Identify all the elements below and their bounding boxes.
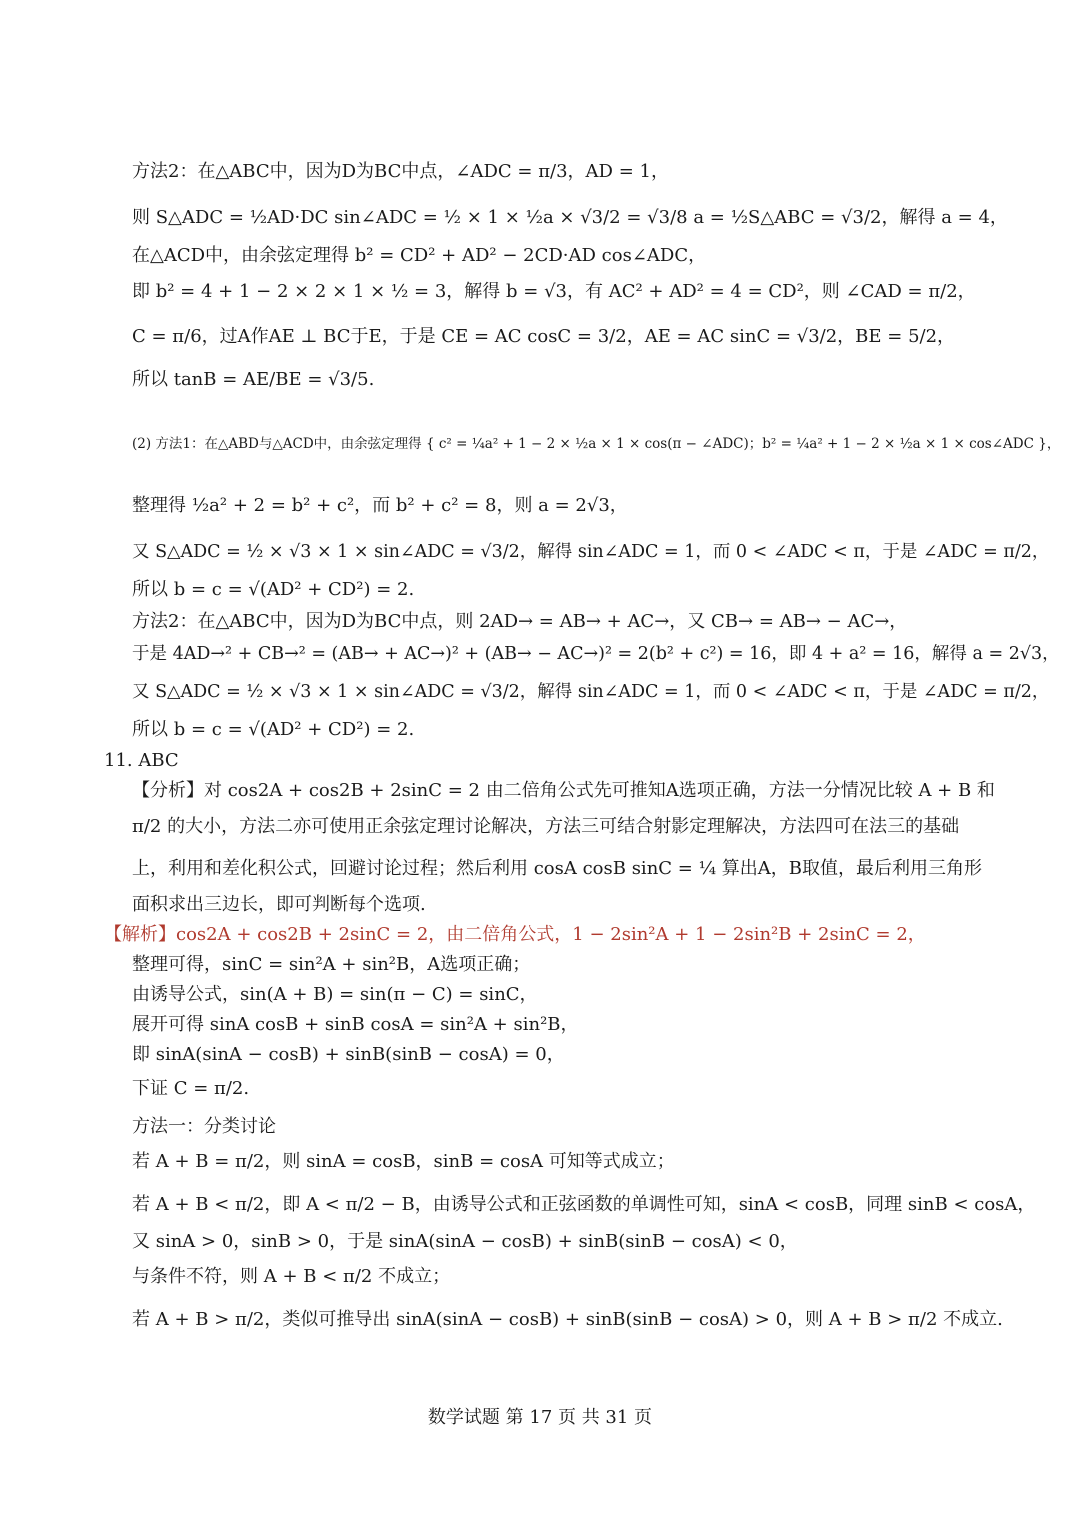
text-line: 在△ACD中，由余弦定理得 b² = CD² + AD² − 2CD·AD cos∠ADC， [132,245,707,266]
text-line: 所以 b = c = √(AD² + CD²) = 2. [132,579,415,600]
text-line: 所以 tanB = AE/BE = √3/5. [132,369,375,390]
text-line: 又 S△ADC = ½ × √3 × 1 × sin∠ADC = √3/2，解得 sin∠ADC = 1，而 0 < ∠ADC < π，于是 ∠ADC = π/2， [132,682,1050,702]
text-line: 所以 b = c = √(AD² + CD²) = 2. [132,719,415,740]
analysis-tag-line: 【解析】cos2A + cos2B + 2sinC = 2，由二倍角公式，1 − 2sin²A + 1 − 2sin²B + 2sinC = 2， [104,924,926,945]
text-line: 若 A + B < π/2，即 A < π/2 − B，由诱导公式和正弦函数的单调性可知，sinA < cosB，同理 sinB < cosA， [132,1194,1036,1215]
text-line: 于是 4AD→² + CB→² = (AB→ + AC→)² + (AB→ − AC→)² = 2(b² + c²) = 16，即 4 + a² = 16，解得 a = 2√3， [132,644,1060,664]
text-line: 展开可得 sinA cosB + sinB cosA = sin²A + sin²B， [132,1014,579,1035]
text-line: 若 A + B = π/2，则 sinA = cosB，sinB = cosA 可知等式成立； [132,1151,675,1172]
text-line: 方法一：分类讨论 [132,1116,276,1137]
text-line: 若 A + B > π/2，类似可推导出 sinA(sinA − cosB) + sinB(sinB − cosA) > 0，则 A + B > π/2 不成立. [132,1309,1003,1330]
text-line: 整理可得，sinC = sin²A + sin²B，A选项正确； [132,954,531,975]
text-line: 则 S△ADC = ½AD·DC sin∠ADC = ½ × 1 × ½a × √3/2 = √3/8 a = ½S△ABC = √3/2，解得 a = 4， [132,207,1008,228]
page-footer: 数学试题 第 17 页 共 31 页 [427,1407,653,1428]
text-line: 即 b² = 4 + 1 − 2 × 2 × 1 × ½ = 3，解得 b = √3，有 AC² + AD² = 4 = CD²，则 ∠CAD = π/2， [132,281,976,302]
text-line: 方法2：在△ABC中，因为D为BC中点，则 2AD→ = AB→ + AC→，又 CB→ = AB→ − AC→， [132,611,908,632]
question-number: 11. ABC [104,750,179,771]
text-line: 与条件不符，则 A + B < π/2 不成立； [132,1266,451,1287]
text-line: 整理得 ½a² + 2 = b² + c²，而 b² + c² = 8，则 a = 2√3， [132,495,628,516]
text-line: 又 S△ADC = ½ × √3 × 1 × sin∠ADC = √3/2，解得 sin∠ADC = 1，而 0 < ∠ADC < π，于是 ∠ADC = π/2， [132,542,1050,562]
text-line: 由诱导公式，sin(A + B) = sin(π − C) = sinC， [132,984,538,1005]
text-line: 方法2：在△ABC中，因为D为BC中点，∠ADC = π/3，AD = 1， [132,161,669,182]
text-line: π/2 的大小，方法二亦可使用正余弦定理讨论解决，方法三可结合射影定理解决，方法四可在法三的基础 [132,816,960,837]
text-line: 即 sinA(sinA − cosB) + sinB(sinB − cosA) = 0， [132,1044,565,1065]
text-line: 【分析】对 cos2A + cos2B + 2sinC = 2 由二倍角公式先可推知A选项正确，方法一分情况比较 A + B 和 [132,780,995,801]
text-line: (2) 方法1：在△ABD与△ACD中，由余弦定理得 { c² = ¼a² + 1 − 2 × ½a × 1 × cos(π − ∠ADC)；b² = ¼a² + 1 − 2 × ½a × 1 × cos∠ADC }， [132,436,1061,452]
text-line: C = π/6，过A作AE ⊥ BC于E，于是 CE = AC cosC = 3/2，AE = AC sinC = √3/2，BE = 5/2， [132,326,956,347]
text-line: 下证 C = π/2. [132,1078,250,1099]
text-line: 面积求出三边长，即可判断每个选项. [132,894,426,915]
text-line: 又 sinA > 0，sinB > 0，于是 sinA(sinA − cosB) + sinB(sinB − cosA) < 0， [132,1231,798,1252]
text-line: 上，利用和差化积公式，回避讨论过程；然后利用 cosA cosB sinC = ¼ 算出A，B取值，最后利用三角形 [132,858,982,879]
